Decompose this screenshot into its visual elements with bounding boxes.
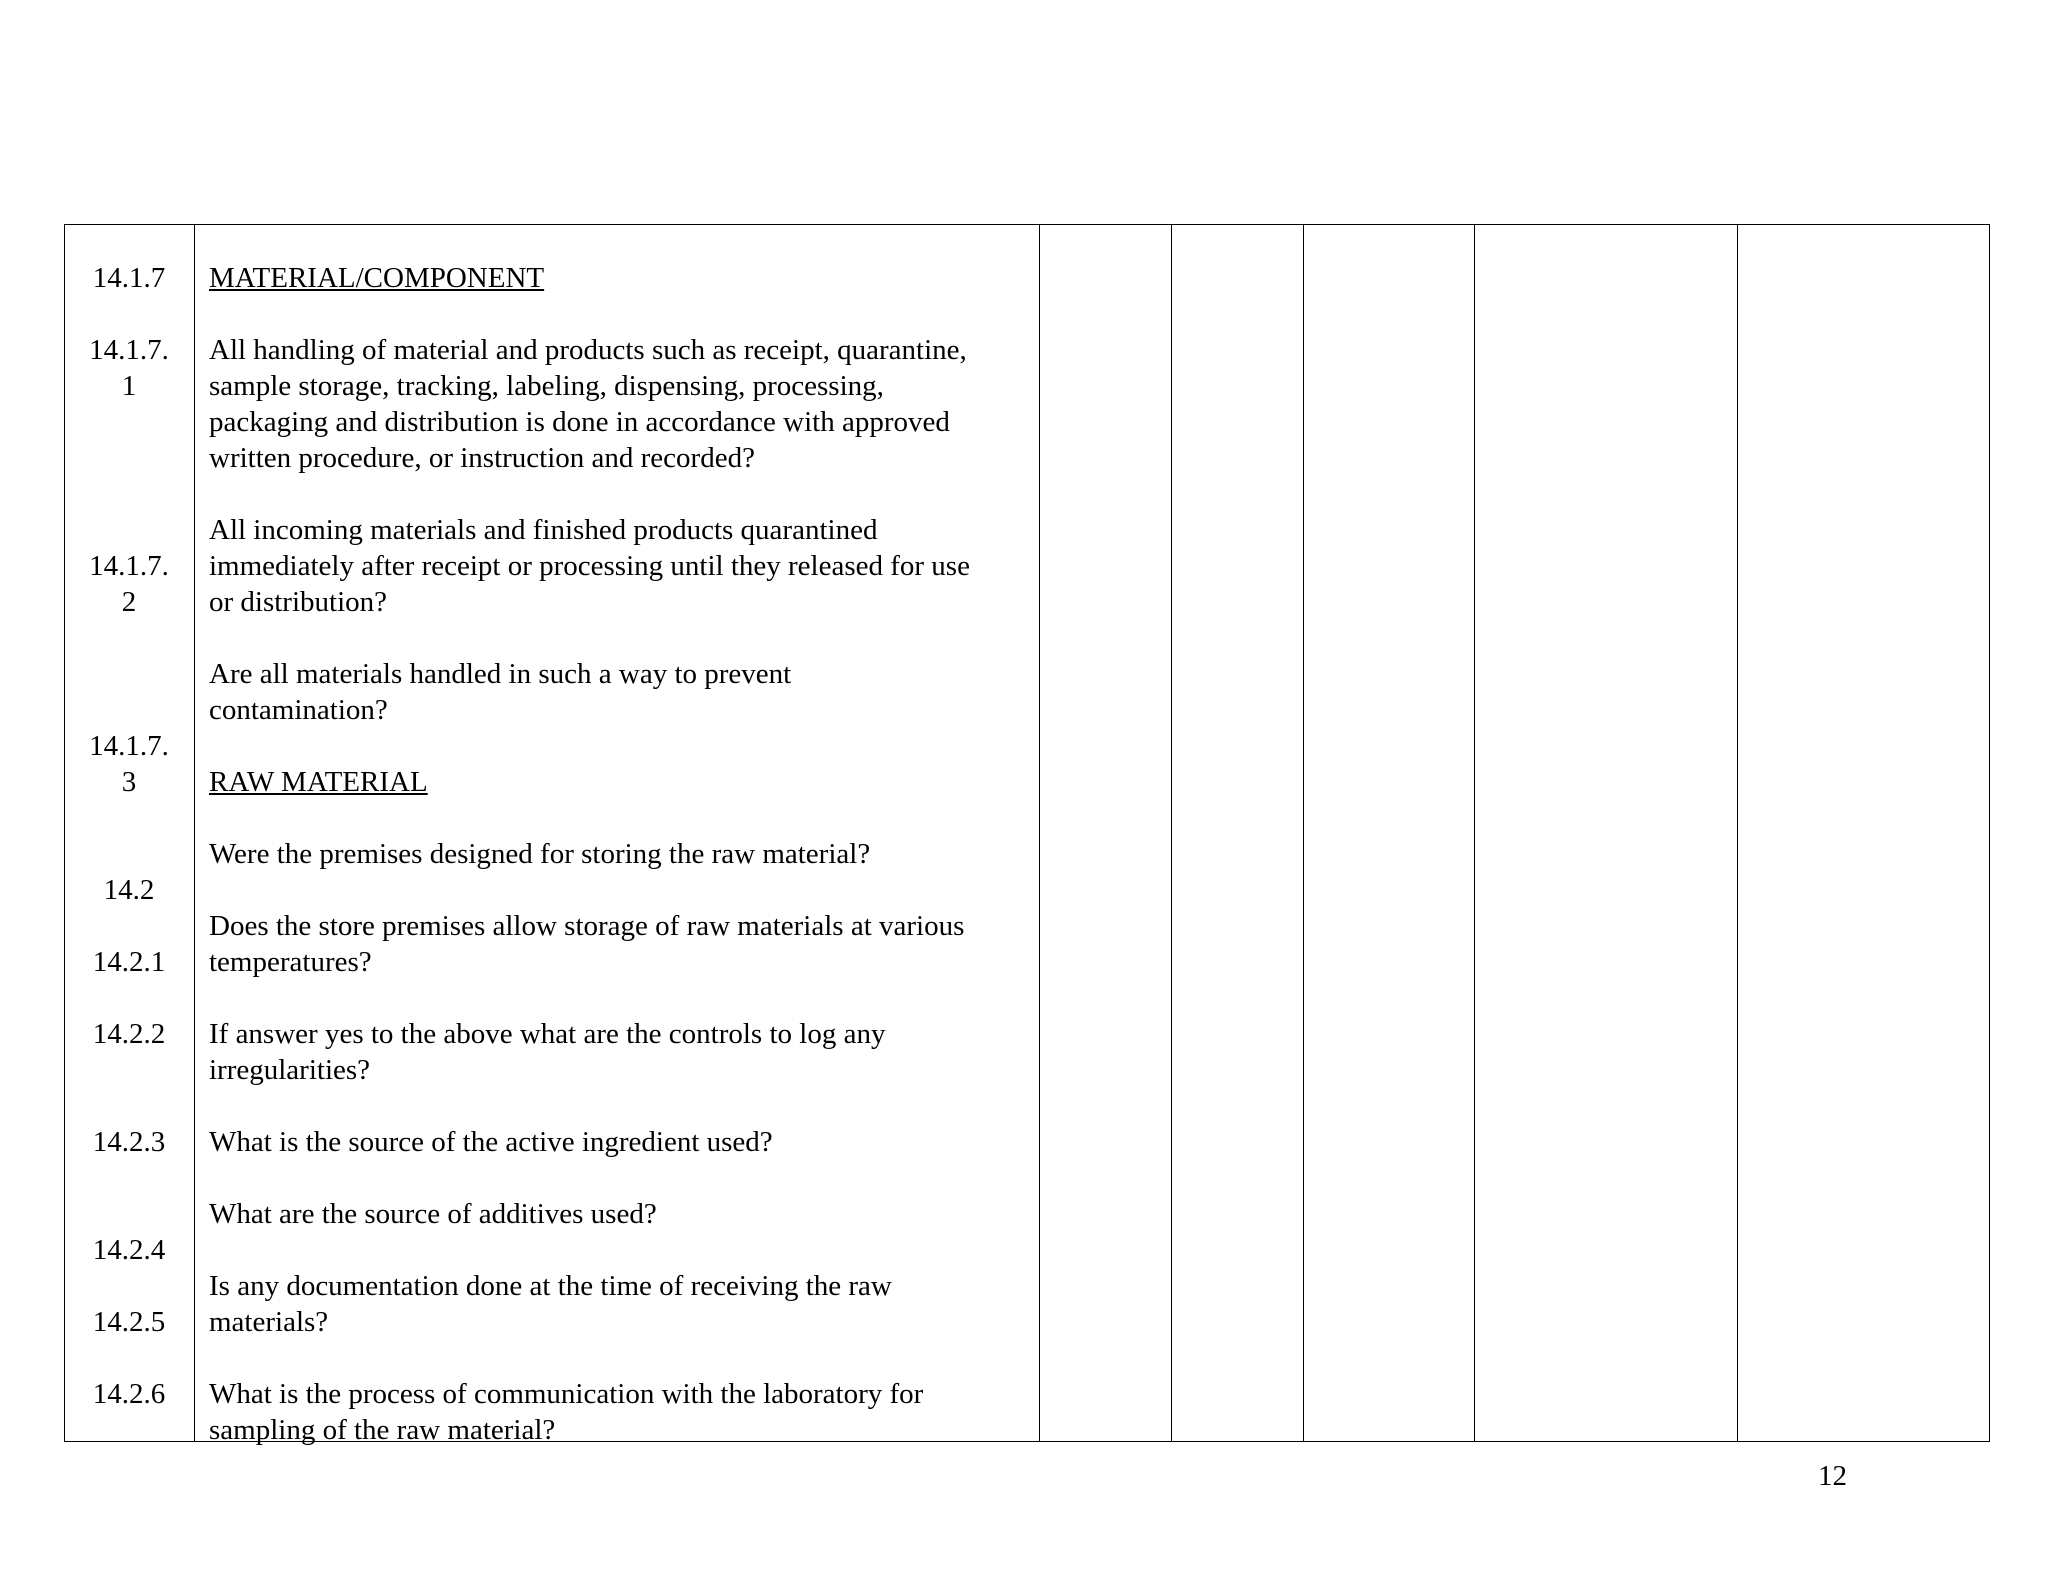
question-line: packaging and distribution is done in accordance with approved	[209, 406, 950, 438]
item-number: 14.1.7. 2	[89, 550, 169, 618]
item-number: 14.2.6	[92, 1378, 166, 1410]
question-line: temperatures?	[209, 946, 372, 978]
question-line: If answer yes to the above what are the controls to log any	[209, 1018, 886, 1050]
table-row	[65, 225, 1990, 1442]
item-number-column	[65, 225, 195, 1442]
answer-cell-4	[1475, 225, 1738, 1442]
section-heading	[209, 764, 428, 800]
question-line: contamination?	[209, 694, 388, 726]
item-number: 14.2.3	[92, 1126, 166, 1158]
answer-cell-2	[1172, 225, 1304, 1442]
question-line: irregularities?	[209, 1054, 371, 1086]
item-number: 14.1.7. 3	[89, 730, 169, 798]
question-text	[209, 512, 970, 620]
section-heading	[209, 260, 544, 296]
question-text	[209, 1124, 773, 1160]
question-text	[209, 1268, 892, 1340]
checklist-table	[64, 224, 1990, 1446]
question-line: or distribution?	[209, 586, 388, 618]
question-line: MATERIAL/COMPONENT	[209, 262, 545, 294]
question-line: What is the source of the active ingredient used?	[209, 1126, 773, 1158]
item-number: 14.1.7. 1	[89, 334, 169, 402]
question-line: Does the store premises allow storage of raw materials at various	[209, 910, 965, 942]
item-number: 14.1.7	[92, 262, 166, 294]
question-text	[209, 1016, 885, 1088]
question-line: What is the process of communication with the laboratory for	[209, 1378, 924, 1410]
item-number: 14.2.4	[92, 1234, 166, 1266]
question-text	[209, 656, 791, 728]
question-line: immediately after receipt or processing until they released for use	[209, 550, 970, 582]
question-line: Were the premises designed for storing the raw material?	[209, 838, 871, 870]
question-text	[209, 1196, 657, 1232]
question-column	[195, 225, 1040, 1446]
question-line: All handling of material and products such as receipt, quarantine,	[209, 334, 967, 366]
item-number: 14.2.1	[92, 946, 166, 978]
question-text	[209, 332, 967, 476]
item-number: 14.2.5	[92, 1306, 166, 1338]
answer-cell-3	[1304, 225, 1475, 1442]
answer-cell-5	[1738, 225, 1990, 1442]
question-line: Are all materials handled in such a way to prevent	[209, 658, 792, 690]
answer-cell-1	[1040, 225, 1172, 1442]
item-number: 14.2.2	[92, 1018, 166, 1050]
question-line: All incoming materials and finished products quarantined	[209, 514, 878, 546]
question-text	[209, 836, 870, 872]
question-line: sampling of the raw material?	[209, 1414, 556, 1446]
question-line: Is any documentation done at the time of receiving the raw	[209, 1270, 892, 1302]
item-number: 14.2	[103, 874, 155, 906]
question-line: materials?	[209, 1306, 329, 1338]
question-line: written procedure, or instruction and recorded?	[209, 442, 755, 474]
question-text	[209, 908, 964, 980]
question-line: RAW MATERIAL	[209, 766, 428, 798]
question-text	[209, 1376, 923, 1448]
question-line: What are the source of additives used?	[209, 1198, 657, 1230]
page-number: 12	[1818, 1460, 1847, 1492]
question-line: sample storage, tracking, labeling, dispensing, processing,	[209, 370, 884, 402]
